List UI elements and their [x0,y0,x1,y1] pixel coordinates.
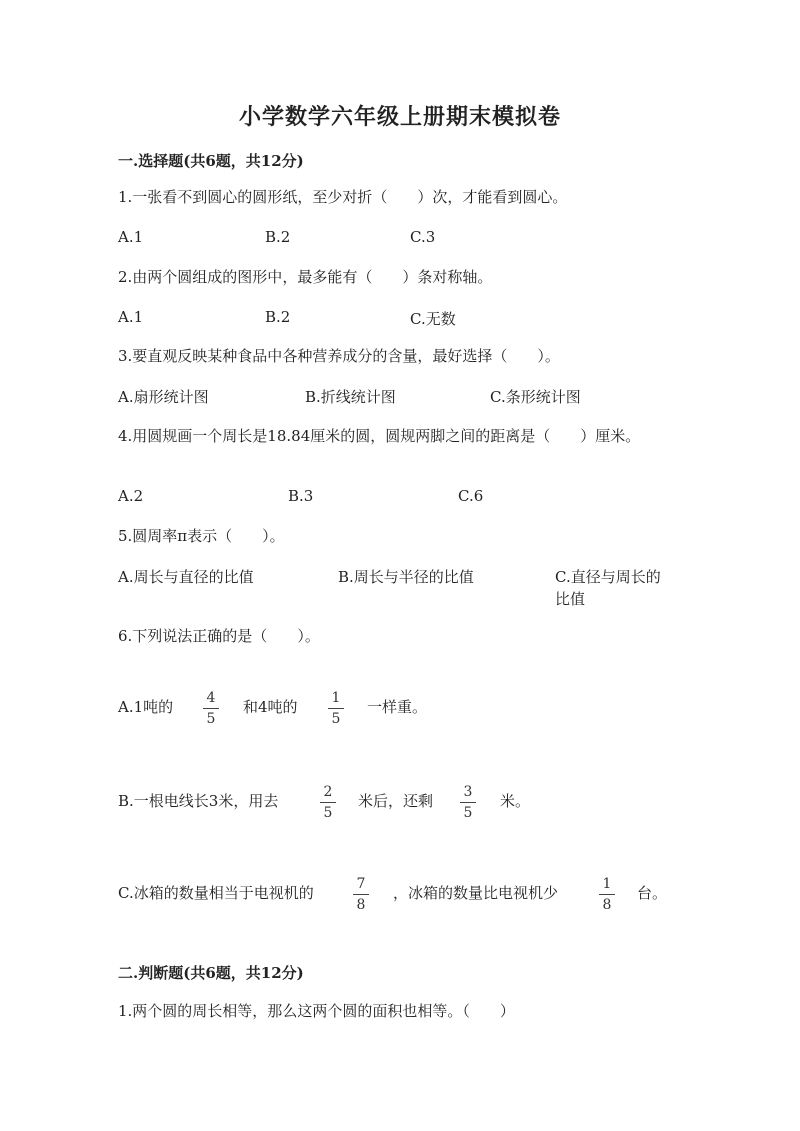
fraction-numerator: 2 [323,784,333,800]
q6-option-a-suffix: 一样重。 [367,698,428,716]
fraction-bar [203,708,219,709]
q5-option-b: B.周长与半径的比值 [338,568,474,586]
q2-option-c: C.无数 [410,310,456,328]
q3-option-c: C.条形统计图 [490,388,581,406]
fraction-denominator: 8 [602,897,612,913]
question-3-text: 3.要直观反映某种食品中各种营养成分的含量，最好选择（ ）。 [118,347,560,365]
q6-option-c-fraction-2 [597,876,617,913]
q6-option-b-prefix: B.一根电线长3米，用去 [118,792,279,810]
q6-option-c-middle: ，冰箱的数量比电视机少 [393,884,559,902]
question-4-text: 4.用圆规画一个周长是18.84厘米的圆，圆规两脚之间的距离是（ ）厘米。 [118,427,641,445]
fraction-bar [320,802,336,803]
fraction-bar [599,894,615,895]
fraction-bar [328,708,344,709]
question-1-text: 1.一张看不到圆心的圆形纸，至少对折（ ）次，才能看到圆心。 [118,188,568,206]
q6-option-a-prefix: A.1吨的 [118,698,174,716]
fraction-denominator: 5 [206,711,216,727]
page-title: 小学数学六年级上册期末模拟卷 [238,104,561,130]
q6-option-b-middle: 米后，还剩 [358,792,434,810]
q3-option-b: B.折线统计图 [305,388,396,406]
fraction-denominator: 5 [463,805,473,821]
q6-option-b-fraction-1 [318,784,338,821]
q6-option-b-suffix: 米。 [500,792,531,810]
question-2-text: 2.由两个圆组成的图形中，最多能有（ ）条对称轴。 [118,268,493,286]
fraction-numerator: 4 [206,690,216,706]
section-heading-judgment: 二.判断题(共6题，共12分) [118,964,304,982]
q6-option-c-suffix: 台。 [637,884,668,902]
q1-option-c: C.3 [410,228,436,246]
fraction-numerator: 1 [602,876,612,892]
q1-option-b: B.2 [265,228,291,246]
question-6-text: 6.下列说法正确的是（ ）。 [118,627,320,645]
fraction-denominator: 5 [323,805,333,821]
fraction-bar [353,894,369,895]
q5-option-c: C.直径与周长的比值 [555,568,661,608]
fraction-numerator: 7 [356,876,366,892]
q3-option-a: A.扇形统计图 [118,388,209,406]
fraction-bar [460,802,476,803]
q2-option-b: B.2 [265,308,291,326]
fraction-numerator: 1 [331,690,341,706]
q5-option-a: A.周长与直径的比值 [118,568,254,586]
q6-option-c-fraction-1 [351,876,371,913]
q6-option-a-fraction-2 [326,690,346,727]
question-5-text: 5.圆周率π表示（ ）。 [118,527,285,545]
q1-option-a: A.1 [118,228,144,246]
fraction-numerator: 3 [463,784,473,800]
q6-option-c-prefix: C.冰箱的数量相当于电视机的 [118,884,314,902]
q6-option-a-middle: 和4吨的 [243,698,298,716]
q6-option-b-fraction-2 [458,784,478,821]
q2-option-a: A.1 [118,308,144,326]
fraction-denominator: 5 [331,711,341,727]
q4-option-c: C.6 [458,487,484,505]
q6-option-a-fraction-1 [201,690,221,727]
q4-option-a: A.2 [118,487,144,505]
fraction-denominator: 8 [356,897,366,913]
q4-option-b: B.3 [288,487,314,505]
judgment-question-1-text: 1.两个圆的周长相等，那么这两个圆的面积也相等。（ ） [118,1002,515,1020]
section-heading-choice: 一.选择题(共6题，共12分) [118,152,304,170]
